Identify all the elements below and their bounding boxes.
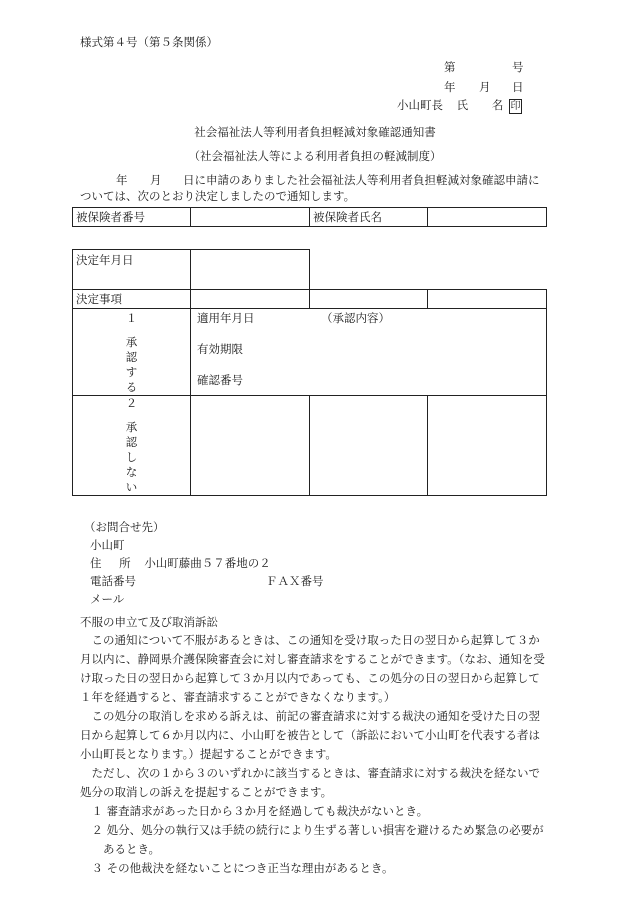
number-dai: 第: [444, 60, 456, 74]
appeal-line: ２ 処分、処分の執行又は手続の続行により生ずる著しい損害を避けるため緊急の必要が: [80, 823, 544, 837]
decision-date-label: 決定年月日: [73, 250, 191, 290]
issuer: [397, 97, 522, 114]
approve-char: 認: [125, 350, 138, 364]
contact-org: 小山町: [90, 538, 125, 552]
number-go: 号: [512, 60, 524, 74]
reject-char: い: [125, 480, 138, 494]
intro-year: 年: [116, 173, 128, 187]
address-label-2: 所: [119, 556, 131, 570]
intro-month: 月: [150, 173, 162, 187]
appeal-line: ３ その他裁決を経ないことにつき正当な理由があるとき。: [80, 861, 394, 875]
date-month: 月: [479, 80, 491, 94]
issuer-mei: 名: [491, 98, 504, 112]
confirm-number-label: 確認番号: [197, 373, 243, 387]
appeal-line: け取った日の翌日から起算して３か月以内であっても、この処分の日の翌日から起算して: [80, 671, 540, 685]
reject-char: し: [125, 450, 138, 464]
contact-fax-label: ＦＡＸ番号: [266, 574, 324, 588]
contact-heading: （お問合せ先）: [84, 520, 165, 534]
reject-char: な: [125, 465, 138, 479]
decision-matters-label: 決定事項: [73, 290, 191, 309]
address-value: 小山町藤曲５７番地の２: [144, 556, 271, 570]
insured-name-value: [428, 208, 547, 227]
insured-number-value: [191, 208, 310, 227]
insured-name-label: 被保険者氏名: [310, 208, 428, 227]
appeal-line: 日から起算して６か月以内に、小山町を被告として（訴訟において小山町を代表する者は: [80, 728, 540, 742]
reject-cell: [73, 396, 191, 496]
appeal-heading: 不服の申立て及び取消訴訟: [80, 615, 218, 629]
apply-date-label: 適用年月日: [197, 311, 255, 325]
appeal-line: この処分の取消しを求める訴えは、前記の審査請求に対する裁決の通知を受けた日の翌: [80, 709, 540, 723]
validity-label: 有効期限: [197, 342, 243, 356]
document-title: 社会福祉法人等利用者負担軽減対象確認通知書: [194, 125, 436, 139]
reject-number: ２: [125, 396, 138, 410]
seal-mark: 印: [510, 101, 521, 112]
insured-number-label: 被保険者番号: [73, 208, 191, 227]
insured-table: [72, 207, 547, 227]
appeal-line: １ 審査請求があった日から３か月を経過しても裁決がないとき。: [80, 804, 429, 818]
contact-phone-label: 電話番号: [90, 574, 136, 588]
intro-line2: ついては、次のとおり決定しましたので通知します。: [80, 189, 356, 203]
issuer-title: 小山町長: [397, 98, 443, 112]
appeal-line: 処分の取消しの訴えを提起することができます。: [80, 785, 333, 799]
approve-char: る: [125, 380, 138, 394]
appeal-body: [80, 631, 550, 878]
reject-char: 承: [125, 420, 138, 434]
approve-char: す: [125, 365, 138, 379]
appeal-line: １年を経過すると、審査請求することができなくなります。）: [80, 690, 396, 704]
issuer-shi: 氏: [456, 98, 469, 112]
form-number: 様式第４号（第５条関係）: [80, 35, 218, 49]
approve-details-cell: [191, 309, 547, 396]
approve-number: １: [125, 311, 138, 325]
appeal-line: ただし、次の１から３のいずれかに該当するときは、審査請求に対する裁決を経ないで: [80, 766, 540, 780]
appeal-line: この通知について不服があるときは、この通知を受け取った日の翌日から起算して３か: [80, 633, 540, 647]
date-year: 年: [444, 80, 456, 94]
reject-char: 認: [125, 435, 138, 449]
approve-cell: [73, 309, 191, 396]
appeal-line: あるとき。: [80, 842, 161, 856]
appeal-line: 月以内に、静岡県介護保険審査会に対し審査請求をすることができます。（なお、通知を受: [80, 652, 545, 666]
intro-line1: 日に申請のありました社会福祉法人等利用者負担軽減対象確認申請に: [183, 173, 540, 187]
decision-date-value: [191, 250, 310, 290]
decision-date-table: [72, 249, 310, 290]
approve-char: 承: [125, 335, 138, 349]
contact-address: [90, 554, 271, 573]
appeal-line: 小山町長となります。）提起することができます。: [80, 747, 337, 761]
contact-mail-label: メール: [90, 592, 125, 606]
document-subtitle: （社会福祉法人等による利用者負担の軽減制度）: [188, 149, 442, 163]
decision-matters-table: [72, 289, 547, 496]
date-day: 日: [512, 80, 524, 94]
address-label-1: 住: [90, 556, 102, 570]
approval-content-label: （承認内容）: [321, 311, 390, 325]
